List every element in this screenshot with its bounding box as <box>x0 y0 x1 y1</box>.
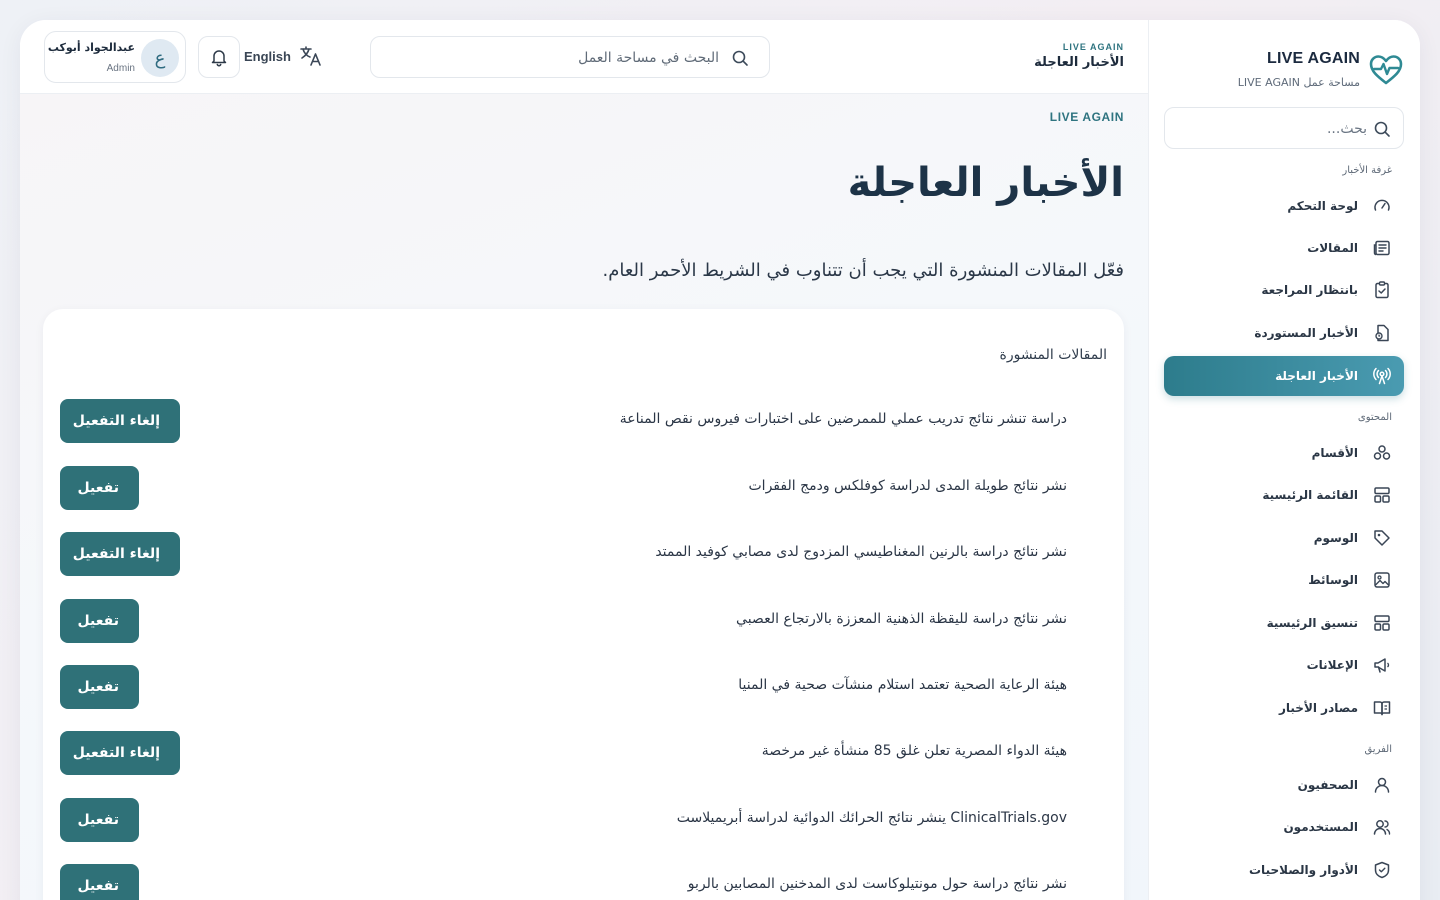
sidebar-item-label: الصحفيون <box>1297 778 1358 792</box>
sidebar-item-imported-news[interactable] <box>1164 313 1404 353</box>
sidebar-item-pending-review[interactable] <box>1164 270 1404 310</box>
sidebar-item-label: الأقسام <box>1311 446 1358 460</box>
search-icon <box>731 49 749 67</box>
sidebar-item-media[interactable] <box>1164 560 1404 600</box>
notifications-button[interactable] <box>198 36 240 78</box>
sidebar-item-main-menu[interactable] <box>1164 475 1404 515</box>
radio-tower-icon <box>1372 366 1392 386</box>
shapes-icon <box>1372 443 1392 463</box>
megaphone-icon <box>1372 655 1392 675</box>
sidebar-item-articles[interactable] <box>1164 228 1404 268</box>
activate-button[interactable]: تفعيل <box>60 864 139 900</box>
layout-grid-icon <box>1372 613 1392 633</box>
language-switcher[interactable] <box>244 42 323 70</box>
top-bar <box>20 20 1148 94</box>
card-heading: المقالات المنشورة <box>999 347 1107 363</box>
article-title: نشر نتائج دراسة بالرنين المغناطيسي المزدوج لدى مصابي كوفيد الممتد <box>655 544 1067 560</box>
translate-icon <box>299 44 323 68</box>
workspace-search-input[interactable] <box>389 47 719 69</box>
app-window <box>20 20 1420 900</box>
sidebar-search <box>1164 107 1404 149</box>
sidebar-item-tags[interactable] <box>1164 518 1404 558</box>
article-row <box>43 599 1124 645</box>
user-icon <box>1372 775 1392 795</box>
nav-group-label: الفريق <box>1364 744 1392 755</box>
activate-button[interactable]: تفعيل <box>60 665 139 709</box>
published-articles-card <box>43 309 1124 900</box>
main-content <box>20 94 1148 900</box>
sidebar-item-breaking-news[interactable] <box>1164 356 1404 396</box>
sidebar-item-label: الإعلانات <box>1306 658 1358 672</box>
activate-button[interactable]: تفعيل <box>60 599 139 643</box>
sidebar-item-label: المقالات <box>1307 241 1358 255</box>
user-role: Admin <box>106 63 135 74</box>
article-title: دراسة تنشر نتائج تدريب عملي للممرضين على اختبارات فيروس نقص المناعة <box>619 411 1067 427</box>
sidebar-item-label: لوحة التحكم <box>1287 199 1358 213</box>
avatar: ع <box>141 39 179 77</box>
sidebar-item-label: الأخبار العاجلة <box>1275 369 1358 383</box>
deactivate-button[interactable]: إلغاء التفعيل <box>60 532 180 576</box>
sidebar-item-label: الأخبار المستوردة <box>1254 326 1358 340</box>
sidebar-item-sections[interactable] <box>1164 433 1404 473</box>
sidebar-item-home-layout[interactable] <box>1164 603 1404 643</box>
user-name: عبدالجواد أبوكب <box>47 41 135 54</box>
activate-button[interactable]: تفعيل <box>60 466 139 510</box>
article-row <box>43 731 1124 777</box>
article-title: هيئة الرعاية الصحية تعتمد استلام منشآت صحية في المنيا <box>738 677 1067 693</box>
sidebar-item-label: القائمة الرئيسية <box>1262 488 1358 502</box>
file-import-icon <box>1372 323 1392 343</box>
brand-subtitle: مساحة عمل LIVE AGAIN <box>1237 76 1360 89</box>
layout-icon <box>1372 485 1392 505</box>
nav-group-label: المحتوى <box>1357 412 1392 423</box>
user-menu[interactable] <box>44 31 186 83</box>
article-title: نشر نتائج دراسة حول مونتيلوكاست لدى المدخنين المصابين بالربو <box>687 876 1067 892</box>
deactivate-button[interactable]: إلغاء التفعيل <box>60 731 180 775</box>
nav-group-label: غرفة الأخبار <box>1342 165 1392 176</box>
sidebar-item-label: المستخدمون <box>1283 820 1358 834</box>
article-title: ClinicalTrials.gov ينشر نتائج الحرائك الدوائية لدراسة أبريميلاست <box>676 810 1067 826</box>
article-title: نشر نتائج طويلة المدى لدراسة كوفلكس ودمج الفقرات <box>748 478 1067 494</box>
sidebar-item-label: مصادر الأخبار <box>1278 701 1358 715</box>
article-row <box>43 399 1124 445</box>
workspace-search <box>370 36 770 78</box>
sidebar-item-label: الأدوار والصلاحيات <box>1249 863 1358 877</box>
image-icon <box>1372 570 1392 590</box>
shield-icon <box>1372 860 1392 880</box>
article-title: هيئة الدواء المصرية تعلن غلق 85 منشأة غير مرخصة <box>761 743 1067 759</box>
article-row <box>43 466 1124 512</box>
page-description: فعّل المقالات المنشورة التي يجب أن تتناوب في الشريط الأحمر العام. <box>602 260 1124 281</box>
topbar-kicker: LIVE AGAIN <box>1062 42 1124 52</box>
page-kicker: LIVE AGAIN <box>1049 110 1124 124</box>
newspaper-icon <box>1372 238 1392 258</box>
article-row <box>43 532 1124 578</box>
heart-pulse-icon <box>1368 52 1404 88</box>
page-title: الأخبار العاجلة <box>847 160 1124 206</box>
tag-icon <box>1372 528 1392 548</box>
deactivate-button[interactable]: إلغاء التفعيل <box>60 399 180 443</box>
bell-icon <box>209 47 229 67</box>
sidebar <box>1148 20 1420 900</box>
article-row <box>43 798 1124 844</box>
topbar-title: الأخبار العاجلة <box>1034 55 1124 70</box>
sidebar-item-dashboard[interactable] <box>1164 186 1404 226</box>
sidebar-item-users[interactable] <box>1164 807 1404 847</box>
clipboard-check-icon <box>1372 280 1392 300</box>
sidebar-search-input[interactable] <box>1177 118 1367 140</box>
language-label: English <box>244 48 291 64</box>
brand-name: LIVE AGAIN <box>1267 50 1360 67</box>
book-open-icon <box>1372 698 1392 718</box>
sidebar-item-ads[interactable] <box>1164 645 1404 685</box>
sidebar-item-label: تنسيق الرئيسية <box>1266 616 1358 630</box>
sidebar-item-news-sources[interactable] <box>1164 688 1404 728</box>
sidebar-item-label: بانتظار المراجعة <box>1261 283 1358 297</box>
users-icon <box>1372 817 1392 837</box>
sidebar-item-journalists[interactable] <box>1164 765 1404 805</box>
search-icon <box>1373 120 1391 138</box>
sidebar-item-label: الوسوم <box>1313 531 1358 545</box>
sidebar-item-roles[interactable] <box>1164 850 1404 890</box>
gauge-icon <box>1372 196 1392 216</box>
activate-button[interactable]: تفعيل <box>60 798 139 842</box>
article-title: نشر نتائج دراسة لليقظة الذهنية المعززة بالارتجاع العصبي <box>736 611 1067 627</box>
sidebar-item-label: الوسائط <box>1308 573 1358 587</box>
article-row <box>43 665 1124 711</box>
article-row <box>43 864 1124 900</box>
brand[interactable] <box>1164 50 1404 94</box>
